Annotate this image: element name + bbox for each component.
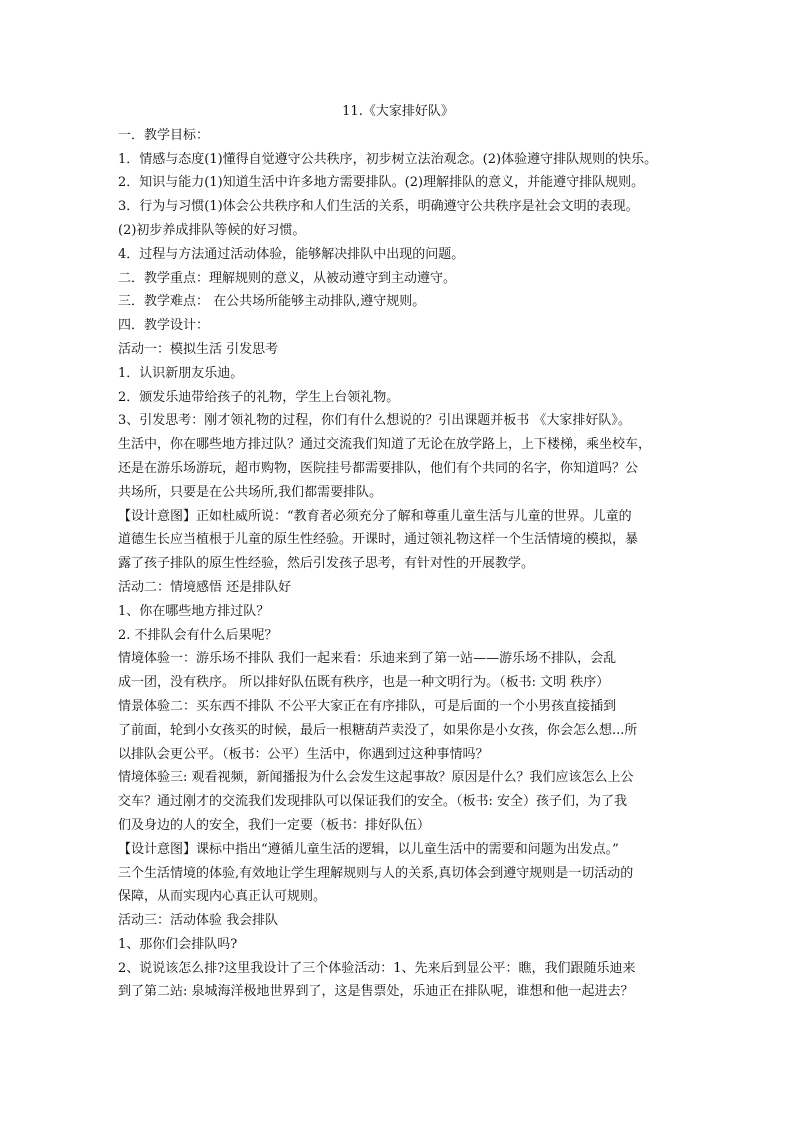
text-line: 二．教学重点：理解规则的意义，从被动遵守到主动遵守。 — [118, 270, 457, 286]
document-body — [118, 124, 678, 1004]
text-line: 共场所，只要是在公共场所,我们都需要排队。 — [118, 484, 383, 500]
text-line: 道德生长应当植根于儿童的原生性经验。开课时，通过领礼物这样一个生活情境的模拟，暴 — [118, 532, 639, 548]
text-line: 活动三：活动体验 我会排队 — [118, 913, 279, 929]
text-line: 成一团，没有秩序。 所以排好队伍既有秩序，也是一种文明行为。（板书: 文明 秩序） — [118, 675, 610, 691]
text-line: 生活中，你在哪些地方排过队？通过交流我们知道了无论在放学路上，上下楼梯，乘坐校车， — [118, 437, 652, 453]
text-line: 四．教学设计： — [118, 318, 210, 334]
text-line: 1．认识新朋友乐迪。 — [118, 365, 244, 381]
text-line: 露了孩子排队的原生性经验，然后引发孩子思考，有针对性的开展教学。 — [118, 556, 535, 572]
document-page — [118, 100, 678, 1004]
text-line: 活动一：模拟生活 引发思考 — [118, 341, 279, 357]
text-line: 4．过程与方法通过活动体验，能够解决排队中出现的问题。 — [118, 246, 465, 262]
text-line: 3．行为与习惯(1)体会公共秩序和人们生活的关系，明确遵守公共秩序是社会文明的表现。 — [118, 199, 639, 215]
text-line: 们及身边的人的安全，我们一定要（板书：排好队伍） — [118, 817, 431, 833]
text-line: 2. 不排队会有什么后果呢？ — [118, 627, 278, 643]
text-line: 一．教学目标： — [118, 127, 210, 143]
text-line: 1．情感与态度(1)懂得自觉遵守公共秩序，初步树立法治观念。(2)体验遵守排队规则的快乐。 — [118, 151, 658, 167]
text-line: 2．知识与能力(1)知道生活中许多地方需要排队。(2)理解排队的意义，并能遵守排队规则。 — [118, 175, 645, 191]
text-line: 三．教学难点： 在公共场所能够主动排队,遵守规则。 — [118, 294, 426, 310]
text-line: 活动二：情境感悟 还是排队好 — [118, 579, 292, 595]
text-line: 情景体验二：买东西不排队 不公平大家正在有序排队，可是后面的一个小男孩直接插到 — [118, 698, 617, 714]
text-line: 3、引发思考：刚才领礼物的过程，你们有什么想说的？引出课题并板书 《大家排好队》。 — [118, 413, 631, 429]
document-title: 11.《大家排好队》 — [342, 104, 454, 119]
text-line: 三个生活情境的体验,有效地让学生理解规则与人的关系,真切体会到遵守规则是一切活动的 — [118, 865, 634, 881]
text-line: 到了第二站: 泉城海洋极地世界到了，这是售票处，乐迪正在排队呢，谁想和他一起进去？ — [118, 984, 634, 1000]
text-line: 【设计意图】课标中指出“遵循儿童生活的逻辑，以儿童生活中的需要和问题为出发点。” — [118, 841, 619, 857]
text-line: (2)初步养成排队等候的好习惯。 — [118, 222, 306, 238]
text-line: 情境体验一：游乐场不排队 我们一起来看：乐迪来到了第一站——游乐场不排队，会乱 — [118, 651, 617, 667]
text-line: 交车？通过刚才的交流我们发现排队可以保证我们的安全。（板书: 安全）孩子们，为了我 — [118, 794, 628, 810]
text-line: 2、说说该怎么排?这里我设计了三个体验活动：1、先来后到显公平：瞧，我们跟随乐迪来 — [118, 960, 636, 976]
text-line: 还是在游乐场游玩，超市购物，医院挂号都需要排队，他们有个共同的名字，你知道吗？公 — [118, 460, 639, 476]
text-line: 情境体验三: 观看视频，新闻播报为什么会发生这起事故？原因是什么？我们应该怎么上公 — [118, 770, 634, 786]
text-line: 保障，从而实现内心真正认可规则。 — [118, 889, 327, 905]
text-line: 以排队会更公平。（板书：公平）生活中，你遇到过这种事情吗？ — [118, 746, 489, 762]
text-line: 2．颁发乐迪带给孩子的礼物，学生上台领礼物。 — [118, 389, 400, 405]
text-line: 了前面，轮到小女孩买的时候，最后一根糖葫芦卖没了，如果你是小女孩，你会怎么想...所 — [118, 722, 638, 738]
text-line: 【设计意图】正如杜威所说：“教育者必须充分了解和尊重儿童生活与儿童的世界。儿童的 — [118, 508, 632, 524]
text-line: 1、那你们会排队吗? — [118, 936, 238, 952]
text-line: 1、你在哪些地方排过队？ — [118, 603, 270, 619]
